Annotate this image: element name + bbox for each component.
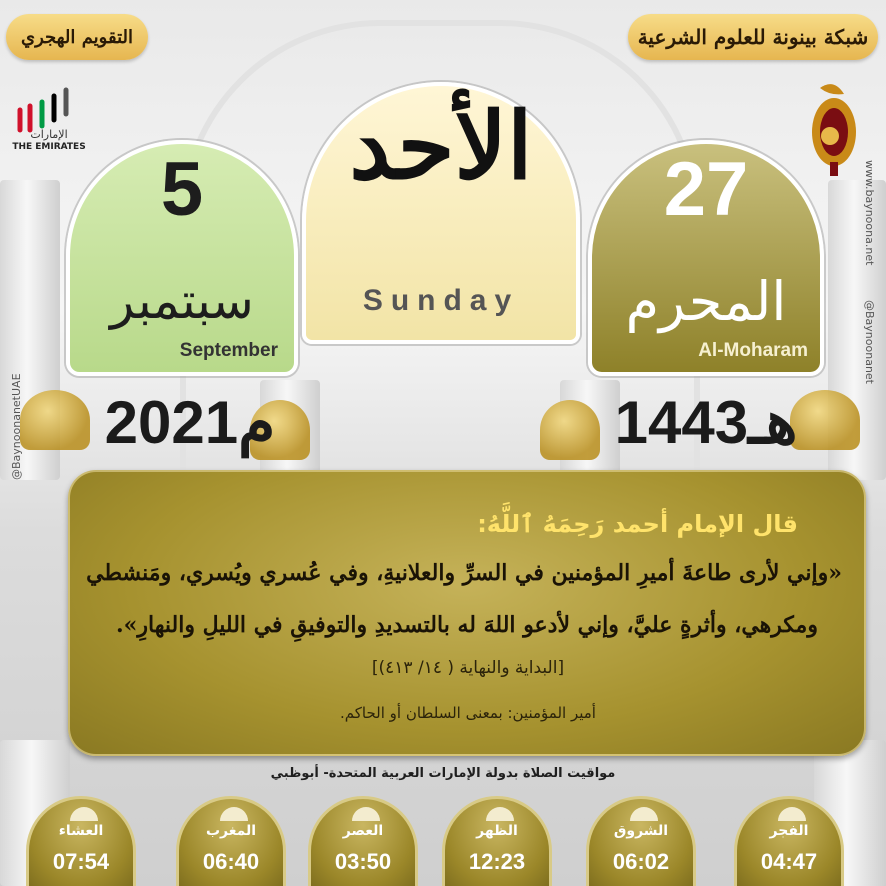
- hijri-month-arabic: المحرم: [625, 270, 787, 333]
- prayer-time: 07:54: [52, 849, 110, 874]
- uae-arabic-label: الإمارات: [30, 128, 68, 141]
- uae-english-label: THE EMIRATES: [12, 142, 86, 152]
- prayer-time: 04:47: [760, 849, 818, 874]
- website-link[interactable]: www.baynoona.net: [863, 160, 876, 266]
- baynoona-network-badge: شبكة بينونة للعلوم الشرعية: [628, 14, 878, 60]
- prayer-name: العشاء: [58, 823, 104, 839]
- sun-icon: [352, 807, 380, 821]
- gregorian-month-english: September: [179, 340, 278, 361]
- gregorian-month-arabic: سبتمبر: [110, 272, 254, 330]
- prayer-card-dhuhr: [442, 796, 552, 886]
- sun-icon: [220, 807, 248, 821]
- gold-capital-decoration: [540, 400, 600, 460]
- quote-source: [البداية والنهاية ( ١٤/ ٤١٣)]: [371, 658, 565, 678]
- hijri-year: 1443هـ: [614, 389, 798, 456]
- sun-icon: [630, 807, 658, 821]
- sun-icon: [70, 807, 98, 821]
- prayer-name: الظهر: [476, 823, 518, 839]
- prayer-card-maghrib: [176, 796, 286, 886]
- prayer-card-asr: [308, 796, 418, 886]
- gregorian-year: 2021م: [104, 389, 276, 456]
- prayer-time: 06:02: [612, 849, 670, 874]
- sun-icon: [778, 807, 806, 821]
- prayer-time: 03:50: [334, 849, 392, 874]
- quote-text-line: «وإني لأرى طاعةَ أميرِ المؤمنين في السرِّ والعلانيةِ، وفي عُسري ويُسري، ومَنشطي: [86, 560, 842, 586]
- prayer-time: 12:23: [468, 849, 526, 874]
- hijri-calendar-badge: التقويم الهجري: [6, 14, 148, 60]
- gregorian-day-number: 5: [160, 147, 204, 232]
- hijri-day-number: 27: [663, 147, 749, 232]
- weekday-arabic: الأحد: [349, 92, 533, 200]
- gold-capital-decoration: [20, 390, 90, 450]
- social-handle-left[interactable]: @BaynoonanetUAE: [10, 373, 23, 480]
- prayer-name: المغرب: [205, 823, 257, 839]
- social-handle-right[interactable]: @Baynoonanet: [863, 300, 876, 384]
- prayer-times-heading: مواقيت الصلاة بدولة الإمارات العربية المتحدة- أبوظبي: [270, 766, 616, 781]
- prayer-name: العصر: [342, 823, 384, 839]
- sun-icon: [486, 807, 514, 821]
- prayer-name: الفجر: [769, 823, 809, 839]
- prayer-time: 06:40: [202, 849, 260, 874]
- quote-title: قال الإمام أحمد رَحِمَهُ ٱللَّهُ:: [477, 510, 798, 538]
- quote-footnote: أمير المؤمنين: بمعنى السلطان أو الحاكم.: [340, 704, 596, 722]
- weekday-english: Sunday: [362, 284, 520, 317]
- hijri-month-english: Al-Moharam: [698, 340, 808, 361]
- prayer-name: الشروق: [613, 823, 669, 839]
- quote-text-line: ومكرهي، وأثرةٍ عليَّ، وإني لأدعو اللهَ له بالتسديدِ والتوفيقِ في الليلِ والنهارِ».: [116, 612, 818, 638]
- prayer-card-shuruq: [586, 796, 696, 886]
